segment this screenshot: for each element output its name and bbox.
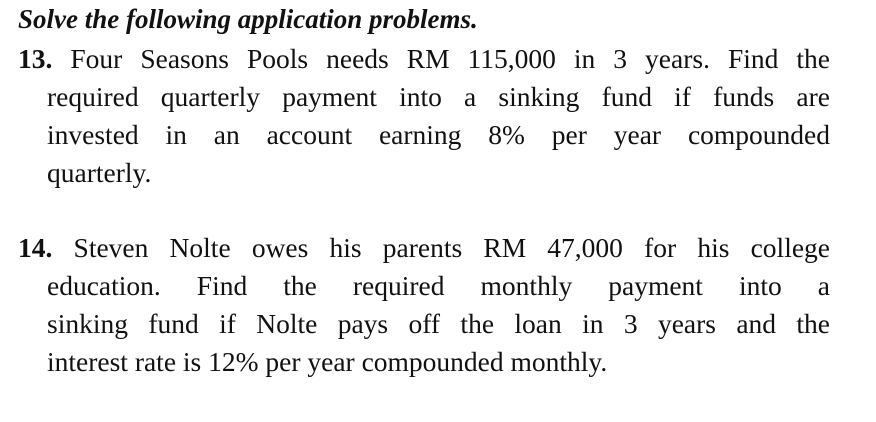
problem-number: 14. [18,232,53,263]
problem-line [18,229,830,267]
problem-line: invested in an account earning 8% per year compounded [47,119,830,150]
problem-14 [18,229,830,381]
problem-line: sinking fund if Nolte pays off the loan in 3 years and the [47,308,830,339]
problem-13 [18,40,830,192]
section-heading: Solve the following application problems. [18,4,478,34]
problem-line: quarterly. [47,157,152,188]
problem-text: Steven Nolte owes his parents RM 47,000 for his college [73,232,830,263]
problem-line [18,40,830,78]
problem-text: Four Seasons Pools needs RM 115,000 in 3 years. Find the [70,43,830,74]
problem-number: 13. [18,43,53,74]
problem-line: education. Find the required monthly payment into a [47,270,830,301]
problem-line: required quarterly payment into a sinking fund if funds are [47,81,830,112]
problem-line: interest rate is 12% per year compounded monthly. [47,346,608,377]
